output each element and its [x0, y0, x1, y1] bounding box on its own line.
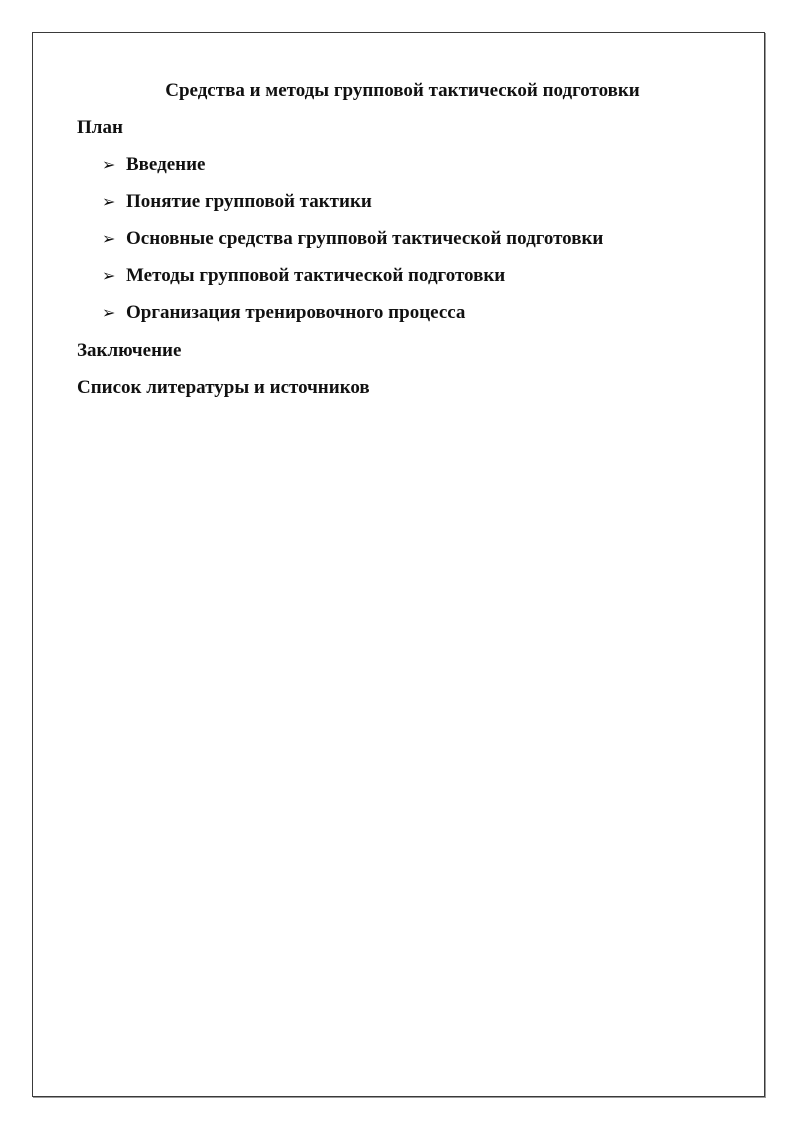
plan-item — [102, 303, 465, 322]
plan-heading: План — [77, 117, 123, 138]
plan-item-label: Понятие групповой тактики — [126, 191, 372, 212]
arrow-bullet-icon: ➢ — [102, 228, 116, 248]
plan-item-label: Введение — [126, 154, 206, 175]
plan-item — [102, 192, 372, 211]
conclusion-heading: Заключение — [77, 340, 182, 361]
plan-item-label: Методы групповой тактической подготовки — [126, 265, 506, 286]
plan-item-label: Организация тренировочного процесса — [126, 302, 466, 323]
document-page — [32, 32, 765, 1097]
arrow-bullet-icon: ➢ — [102, 191, 116, 211]
arrow-bullet-icon: ➢ — [102, 154, 116, 174]
arrow-bullet-icon: ➢ — [102, 265, 116, 285]
sources-heading: Список литературы и источников — [77, 377, 370, 398]
plan-item-label: Основные средства групповой тактической подготовки — [126, 228, 604, 249]
plan-item — [102, 155, 206, 174]
document-title: Средства и методы групповой тактической подготовки — [165, 80, 640, 101]
plan-item — [102, 229, 603, 248]
arrow-bullet-icon: ➢ — [102, 302, 116, 322]
plan-item — [102, 266, 505, 285]
